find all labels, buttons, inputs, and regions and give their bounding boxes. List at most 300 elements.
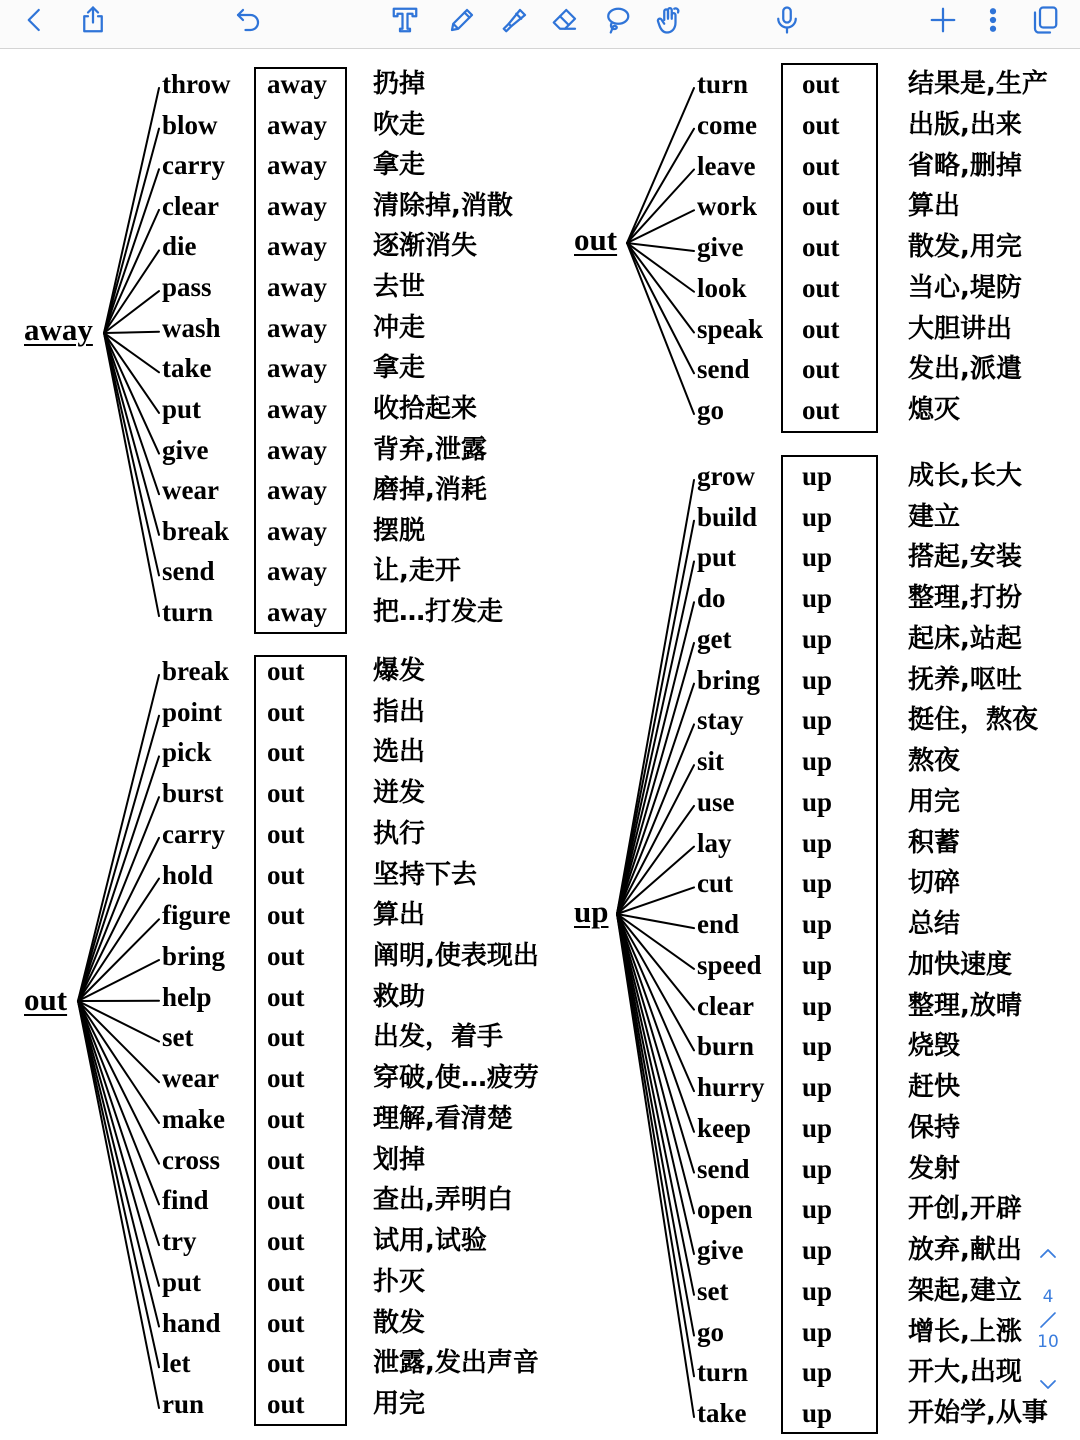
meaning: 救助 (373, 981, 426, 1012)
meaning: 清除掉,消散 (373, 190, 513, 221)
branch-line (627, 243, 694, 373)
phrase-row (697, 186, 1069, 226)
verb: give (697, 232, 744, 262)
pages-button[interactable] (1028, 3, 1062, 37)
branch-line (627, 243, 694, 414)
particle: out (802, 354, 840, 385)
branch-line (617, 602, 694, 914)
verb: turn (697, 1357, 749, 1388)
branch-line (617, 724, 694, 914)
phrase-row (162, 430, 562, 470)
meaning: 赶快 (908, 1072, 961, 1103)
verb: make (162, 1103, 225, 1134)
meaning: 开创,开辟 (908, 1194, 1022, 1225)
verb: work (697, 191, 757, 222)
particle: out (267, 1103, 305, 1134)
verb: bring (162, 941, 226, 972)
verb: give (697, 1235, 744, 1266)
branch-line (617, 643, 694, 914)
meaning: 当心,堤防 (908, 272, 1022, 303)
phrase-row (697, 986, 1069, 1026)
verb: wear (162, 475, 219, 506)
particle: out (267, 1185, 305, 1216)
phrase-row (162, 936, 562, 976)
plus-icon (928, 5, 958, 35)
meaning: 泄露,发出声音 (373, 1348, 539, 1379)
meaning: 阐明,使表现出 (373, 941, 539, 972)
verb: put (162, 393, 202, 424)
phrase-row (162, 389, 562, 429)
particle: out (267, 1266, 305, 1297)
phrase-row (697, 227, 1069, 267)
meaning: 执行 (373, 818, 426, 849)
meaning: 抚养,呕吐 (908, 664, 1022, 695)
phrase-row (697, 660, 1069, 700)
phrase-row (162, 1180, 562, 1220)
meaning: 选出 (373, 737, 426, 768)
particle: up (802, 1112, 833, 1143)
verb: blow (162, 109, 218, 140)
meaning: 整理,放晴 (908, 990, 1022, 1021)
total-page-count: 10 (1037, 1332, 1059, 1352)
particle: out (802, 150, 840, 181)
particle: out (802, 191, 840, 222)
pen-tool-button[interactable] (445, 3, 479, 37)
phrase-row (162, 855, 562, 895)
lasso-icon (602, 5, 632, 35)
meaning: 放弃,献出 (908, 1235, 1022, 1266)
verb: help (162, 981, 212, 1012)
meaning: 摆脱 (373, 515, 426, 546)
verb: take (697, 1398, 747, 1429)
particle: out (267, 1226, 305, 1257)
particle: up (802, 868, 833, 899)
meaning: 去世 (373, 272, 426, 303)
particle: away (267, 312, 327, 343)
verb: open (697, 1194, 753, 1225)
particle: out (267, 981, 305, 1012)
branch-line (78, 1001, 159, 1327)
page-indicator (1030, 1240, 1066, 1400)
particle: out (267, 1307, 305, 1338)
meaning: 迸发 (373, 778, 426, 809)
pen-icon (447, 5, 477, 35)
verb: hold (162, 859, 214, 890)
meaning: 大胆讲出 (908, 313, 1013, 344)
current-page-number: 4 (1042, 1287, 1054, 1307)
meaning: 起床,站起 (908, 623, 1022, 654)
particle: out (267, 1144, 305, 1175)
phrase-row (697, 782, 1069, 822)
verb: put (697, 542, 737, 573)
phrase-row (162, 186, 562, 226)
verb: go (697, 1316, 724, 1347)
highlighter-tool-button[interactable] (498, 3, 532, 37)
meaning: 散发,用完 (908, 232, 1022, 262)
branch-line (104, 332, 159, 333)
verb: burn (697, 1031, 755, 1062)
meaning: 散发 (373, 1307, 426, 1338)
meaning: 指出 (373, 696, 426, 727)
verb: send (162, 556, 215, 587)
page-separator-slash (1038, 1310, 1058, 1330)
branch-line (104, 169, 159, 333)
meaning: 爆发 (373, 656, 426, 686)
eraser-tool-button[interactable] (548, 3, 582, 37)
branch-line (78, 797, 159, 1001)
phrase-row (697, 619, 1069, 659)
particle: away (267, 434, 327, 465)
meaning: 收拾起来 (373, 393, 478, 424)
particle: away (267, 393, 327, 424)
meaning: 搭起,安装 (908, 542, 1022, 573)
phrase-row (162, 977, 562, 1017)
meaning: 理解,看清楚 (373, 1103, 513, 1134)
phrase-row (697, 741, 1069, 781)
meaning: 烧毁 (908, 1031, 961, 1062)
meaning: 出版,出来 (908, 109, 1022, 140)
phrase-row (697, 1189, 1069, 1229)
particle: up (802, 461, 833, 491)
particle: up (802, 623, 833, 654)
phrase-row (162, 1140, 562, 1180)
notebook-page[interactable] (0, 49, 1080, 1440)
meaning: 切碎 (908, 868, 961, 899)
phrase-row (697, 578, 1069, 618)
verb: turn (162, 597, 214, 628)
verb: find (162, 1185, 209, 1216)
phrase-row (697, 1393, 1069, 1433)
phrase-row (697, 105, 1069, 145)
particle: up (802, 583, 833, 614)
text-tool-icon (390, 5, 420, 35)
particle: out (267, 696, 305, 727)
phrase-row (697, 1108, 1069, 1148)
phrase-row (162, 1384, 562, 1424)
branch-line (617, 914, 694, 1295)
particle: out (267, 737, 305, 768)
particle: out (267, 1388, 305, 1419)
phrase-row (697, 1230, 1069, 1270)
particle: out (267, 900, 305, 931)
branch-line (78, 1001, 159, 1204)
phrase-row (162, 651, 562, 691)
meaning: 熬夜 (908, 746, 961, 777)
verb: go (697, 395, 724, 425)
phrase-row (162, 226, 562, 266)
phrase-row (697, 1352, 1069, 1392)
phrase-row (162, 1303, 562, 1343)
verb: carry (162, 150, 225, 181)
phrase-row (162, 1221, 562, 1261)
branch-line (627, 243, 694, 333)
meaning: 扔掉 (373, 69, 426, 99)
verb: bring (697, 664, 761, 695)
meaning: 划掉 (373, 1144, 426, 1175)
touch-hand-icon (653, 5, 683, 35)
verb: set (697, 1275, 729, 1306)
meaning: 查出,弄明白 (373, 1185, 513, 1216)
undo-button[interactable] (231, 3, 265, 37)
phrase-row (162, 732, 562, 772)
root-word: out (24, 982, 68, 1017)
particle: up (802, 1194, 833, 1225)
phrase-row (697, 1067, 1069, 1107)
verb: throw (162, 69, 231, 99)
verb: pass (162, 272, 212, 303)
particle: out (267, 941, 305, 972)
meaning: 开始学,从事 (908, 1398, 1048, 1429)
meaning: 加快速度 (908, 949, 1013, 980)
meaning: 拿走 (373, 353, 426, 384)
particle: up (802, 664, 833, 695)
verb: point (162, 696, 223, 727)
branch-line (617, 914, 694, 1336)
particle: away (267, 150, 327, 181)
branch-line (617, 480, 694, 914)
verb: sit (697, 746, 724, 777)
verb: stay (697, 705, 744, 736)
particle: up (802, 990, 833, 1021)
particle: out (802, 395, 840, 425)
particle: away (267, 515, 327, 546)
verb: break (162, 656, 230, 686)
phrase-row (162, 551, 562, 591)
particle: up (802, 1398, 833, 1429)
more-button[interactable] (976, 3, 1010, 37)
phrase-row (697, 823, 1069, 863)
verb: wear (162, 1063, 219, 1094)
phrase-row (162, 267, 562, 307)
verb: cross (162, 1144, 220, 1175)
phrase-row (162, 470, 562, 510)
microphone-icon (772, 5, 802, 35)
particle: out (802, 69, 840, 99)
chevron-up-icon (1036, 1244, 1060, 1262)
phrase-row (162, 895, 562, 935)
particle: out (267, 859, 305, 890)
branch-line (617, 914, 694, 1173)
branch-line (78, 716, 159, 1001)
phrase-row (697, 268, 1069, 308)
share-icon (78, 5, 108, 35)
top-toolbar (0, 0, 1080, 49)
phrase-row (697, 1026, 1069, 1066)
particle: out (267, 818, 305, 849)
particle: up (802, 1275, 833, 1306)
branch-line (617, 914, 694, 1132)
branch-line (78, 1001, 159, 1164)
verb: send (697, 1153, 750, 1184)
meaning: 把…打发走 (373, 597, 504, 628)
phrase-row (697, 497, 1069, 537)
root-word: out (574, 222, 618, 257)
branch-line (627, 170, 694, 244)
phrase-row (162, 1343, 562, 1383)
meaning: 开大,出现 (908, 1357, 1022, 1388)
meaning: 穿破,使…疲劳 (373, 1063, 539, 1094)
root-word: up (574, 894, 609, 929)
particle: up (802, 705, 833, 736)
branch-line (104, 129, 159, 333)
meaning: 用完 (908, 786, 961, 817)
phrase-row (162, 814, 562, 854)
meaning: 保持 (908, 1112, 961, 1143)
touch-tool-button[interactable] (651, 3, 685, 37)
meaning: 省略,删掉 (908, 150, 1022, 181)
phrase-row (162, 105, 562, 145)
lasso-tool-button[interactable] (600, 3, 634, 37)
particle: up (802, 542, 833, 573)
meaning: 扑灭 (373, 1266, 426, 1297)
verb: leave (697, 150, 756, 181)
phrase-row (697, 945, 1069, 985)
particle: away (267, 475, 327, 506)
meaning: 磨掉,消耗 (373, 475, 487, 506)
particle: up (802, 1031, 833, 1062)
particle: up (802, 1072, 833, 1103)
particle: up (802, 827, 833, 858)
verb: speed (697, 949, 762, 980)
share-button[interactable] (76, 3, 110, 37)
chevron-down-icon (1036, 1376, 1060, 1394)
verb: cut (697, 868, 733, 899)
phrase-row (697, 456, 1069, 496)
meaning: 冲走 (373, 312, 426, 343)
phrase-row (697, 904, 1069, 944)
meaning: 熄灭 (908, 395, 961, 425)
phrase-row (162, 1017, 562, 1057)
phrase-row (697, 1149, 1069, 1189)
particle: up (802, 786, 833, 817)
meaning: 整理,打扮 (908, 583, 1022, 614)
meaning: 积蓄 (908, 827, 961, 858)
meaning: 发出,派遣 (908, 354, 1022, 385)
verb: let (162, 1348, 191, 1379)
next-page-button[interactable] (1036, 1376, 1060, 1394)
particle: up (802, 909, 833, 940)
meaning: 吹走 (373, 109, 426, 140)
phrase-row (697, 349, 1069, 389)
particle: out (267, 1348, 305, 1379)
particle: up (802, 746, 833, 777)
microphone-button[interactable] (770, 3, 804, 37)
phrase-row (697, 390, 1069, 430)
meaning: 用完 (373, 1388, 426, 1419)
verb: run (162, 1388, 205, 1419)
verb: look (697, 272, 747, 303)
pages-icon (1030, 5, 1060, 35)
particle: away (267, 190, 327, 221)
phrase-row (697, 537, 1069, 577)
more-vertical-icon (978, 5, 1008, 35)
phrase-row (162, 592, 562, 632)
phrase-row (697, 1271, 1069, 1311)
particle: out (802, 232, 840, 262)
verb: get (697, 623, 732, 654)
phrase-row (697, 309, 1069, 349)
particle: out (267, 1022, 305, 1053)
phrase-row (697, 1312, 1069, 1352)
phrase-row (697, 64, 1069, 104)
branch-line (78, 756, 159, 1001)
phrase-row (162, 64, 562, 104)
particle: up (802, 1153, 833, 1184)
previous-page-button[interactable] (1036, 1244, 1060, 1262)
particle: away (267, 231, 327, 262)
meaning: 算出 (373, 900, 426, 931)
phrase-row (162, 692, 562, 732)
particle: away (267, 109, 327, 140)
verb: hurry (697, 1072, 765, 1103)
particle: out (267, 778, 305, 809)
verb: keep (697, 1112, 751, 1143)
verb: end (697, 909, 740, 940)
verb: do (697, 583, 726, 614)
particle: out (267, 656, 305, 686)
particle: away (267, 272, 327, 303)
verb: pick (162, 737, 212, 768)
meaning: 增长,上涨 (908, 1316, 1022, 1347)
verb: burst (162, 778, 224, 809)
verb: turn (697, 69, 749, 99)
particle: out (802, 272, 840, 303)
undo-icon (233, 5, 263, 35)
verb: break (162, 515, 230, 546)
phrase-row (162, 1099, 562, 1139)
meaning: 总结 (908, 909, 961, 940)
verb: try (162, 1226, 197, 1257)
phrase-row (162, 1058, 562, 1098)
highlighter-icon (500, 5, 530, 35)
particle: away (267, 597, 327, 628)
phrase-row (162, 308, 562, 348)
meaning: 成长,长大 (908, 461, 1022, 491)
meaning: 出发，着手 (373, 1022, 504, 1053)
meaning: 试用,试验 (373, 1226, 487, 1257)
verb: clear (697, 990, 754, 1021)
verb: clear (162, 190, 219, 221)
particle: out (267, 1063, 305, 1094)
meaning: 建立 (908, 501, 961, 532)
chevron-left-icon (20, 5, 50, 35)
verb: lay (697, 827, 732, 858)
add-button[interactable] (926, 3, 960, 37)
particle: out (802, 109, 840, 140)
phrase-row (162, 348, 562, 388)
particle: away (267, 353, 327, 384)
particle: away (267, 69, 327, 99)
particle: up (802, 1235, 833, 1266)
particle: up (802, 1316, 833, 1347)
branch-line (617, 914, 694, 1254)
meaning: 逐渐消失 (373, 231, 478, 262)
phrase-row (162, 1262, 562, 1302)
verb: grow (697, 461, 755, 491)
meaning: 结果是,生产 (908, 69, 1048, 99)
phrase-row (162, 511, 562, 551)
phrase-row (697, 700, 1069, 740)
text-tool-button[interactable] (388, 3, 422, 37)
verb: send (697, 354, 750, 385)
phrase-row (162, 773, 562, 813)
phrase-row (162, 145, 562, 185)
back-button[interactable] (18, 3, 52, 37)
branch-line (78, 838, 159, 1001)
verb: build (697, 501, 758, 532)
verb: carry (162, 818, 225, 849)
verb: come (697, 109, 757, 140)
